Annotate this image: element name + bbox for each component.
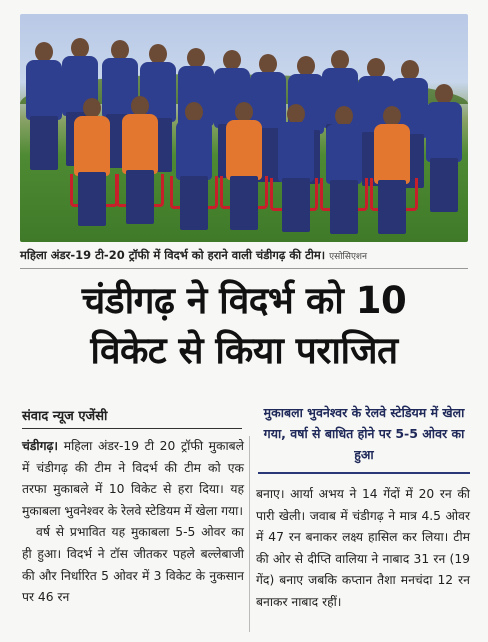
headline xyxy=(20,276,468,376)
photo-caption xyxy=(20,244,468,266)
column-divider xyxy=(249,436,250,632)
divider xyxy=(258,472,470,474)
player-figure xyxy=(324,106,364,236)
byline: संवाद न्यूज एजेंसी xyxy=(22,409,108,424)
team-photo xyxy=(20,14,468,242)
article-paragraph: बनाए। आर्या अभय ने 14 गेंदों में 20 रन की पारी खेली। जवाब में चंडीगढ़ ने मात्र 4.5 ओवर में 47 रन बनाकर लक्ष्य हासिल कर लिया। टीम की ओर से दीप्ति वालिया ने नाबाद 31 रन (19 गेंद) बनाए जबकि कप्तान तैशा मनचंदा 12 रन बनाकर नाबाद रहीं। xyxy=(256,487,470,609)
article-paragraph: वर्ष से प्रभावित यह मुकाबला 5-5 ओवर का ही हुआ। विदर्भ ने टॉस जीतकर पहले बल्लेबाजी की और निर्धारित 5 ओवर में 3 विकेट के नुकसान पर 46 रन xyxy=(22,525,244,605)
dateline: चंडीगढ़। xyxy=(22,439,59,453)
player-figure xyxy=(174,102,214,232)
article-column-right xyxy=(256,484,470,614)
photo-caption-text: महिला अंडर-19 टी-20 ट्रॉफी में विदर्भ को हराने वाली चंडीगढ़ की टीम। xyxy=(20,247,326,262)
player-figure xyxy=(276,104,316,234)
player-figure xyxy=(372,106,412,236)
player-figure xyxy=(72,98,112,228)
headline-line: विकेट से किया पराजित xyxy=(90,329,398,372)
player-figure xyxy=(424,84,464,234)
photo-credit: एसोसिएशन xyxy=(329,251,368,262)
article-paragraph: महिला अंडर-19 टी 20 ट्रॉफी मुकाबले में चंडीगढ़ की टीम ने विदर्भ की टीम को एक तरफा मुकाबले में 10 विकेट से हरा दिया। यह मुकाबला भुवनेश्वर के रेलवे स्टेडियम में खेला गया। xyxy=(22,439,244,518)
article-column-left xyxy=(22,436,244,609)
player-figure xyxy=(224,102,264,232)
player-figure xyxy=(120,96,160,226)
headline-line: चंडीगढ़ ने विदर्भ को 10 xyxy=(81,279,407,322)
divider xyxy=(20,268,468,269)
divider xyxy=(22,428,242,429)
highlight-box: मुकाबला भुवनेश्वर के रेलवे स्टेडियम में खेला गया, वर्षा से बाधित होने पर 5-5 ओवर का हुआ xyxy=(263,405,465,462)
player-figure xyxy=(24,42,64,212)
